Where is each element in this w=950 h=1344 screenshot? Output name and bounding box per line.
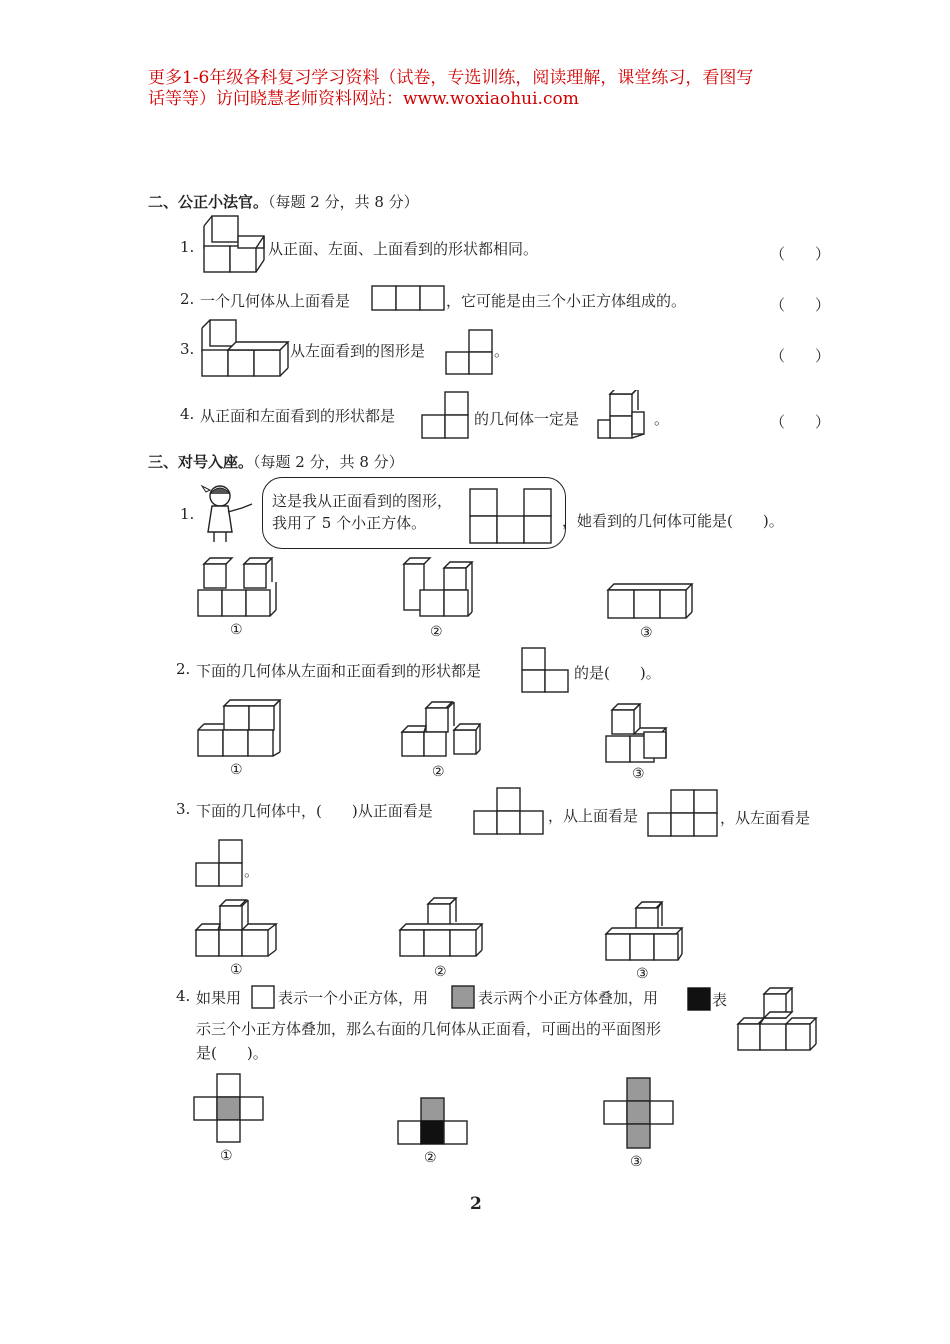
s2-q2-text-a: 一个几何体从上面看是: [200, 292, 351, 310]
s3-q3-option-1-figure[interactable]: [192, 898, 284, 960]
s3-q3-option-3-label[interactable]: ③: [636, 966, 649, 982]
s3-q4-text-d: 表: [712, 991, 728, 1009]
s2-q2-number: 2.: [180, 290, 195, 308]
s2-q4-number: 4.: [180, 405, 195, 423]
s3-q4-option-2-label[interactable]: ②: [424, 1150, 437, 1166]
s3-q4-option-3-label[interactable]: ③: [630, 1154, 643, 1170]
s3-q3-top-view-figure: [646, 788, 722, 838]
s3-q3-number: 3.: [176, 800, 191, 818]
s3-q3-text-a: 下面的几何体中，( )从正面看是: [196, 802, 433, 820]
s2-q2-answer-blank[interactable]: （ ）: [770, 296, 831, 314]
s3-q4-legend-double-square: [450, 984, 476, 1010]
section-3-note: （每题 2 分，共 8 分）: [253, 453, 404, 471]
s3-q4-option-2-figure[interactable]: [396, 1096, 470, 1148]
s3-q1-girl-illustration: [198, 482, 260, 548]
s3-q3-option-3-figure[interactable]: [602, 900, 686, 962]
s3-q4-option-1-figure[interactable]: [192, 1072, 266, 1144]
s2-q2-text-b: ，它可能是由三个小正方体组成的。: [446, 292, 687, 310]
s2-q1-answer-blank[interactable]: （ ）: [770, 245, 831, 263]
s3-q1-option-1-label[interactable]: ①: [230, 622, 243, 638]
s3-q2-option-1-label[interactable]: ①: [230, 762, 243, 778]
section-3-title: 三、对号入座。: [148, 453, 254, 471]
s3-q1-number: 1.: [180, 505, 195, 523]
s3-q1-bubble-line-1: 这是我从正面看到的图形，: [272, 492, 453, 510]
s3-q4-legend-triple-square: [686, 986, 712, 1012]
s2-q3-number: 3.: [180, 340, 195, 358]
s3-q1-option-3-label[interactable]: ③: [640, 625, 653, 641]
s3-q2-option-3-figure[interactable]: [604, 702, 670, 766]
s3-q3-front-view-figure: [472, 786, 548, 836]
s3-q4-option-1-label[interactable]: ①: [220, 1148, 233, 1164]
s3-q3-text-b: ，从上面看是: [548, 807, 639, 825]
s2-q3-left-view-figure: [444, 328, 496, 376]
s3-q2-option-1-figure[interactable]: [194, 698, 286, 760]
s3-q4-text-b: 表示一个小正方体，用: [278, 989, 429, 1007]
page-number: 2: [470, 1194, 482, 1214]
s2-q1-number: 1.: [180, 238, 195, 256]
s2-q3-solid-figure: [198, 314, 292, 380]
s3-q4-line-2: 示三个小正方体叠加，那么右面的几何体从正面看，可画出的平面图形: [196, 1020, 662, 1038]
section-2-note: （每题 2 分，共 8 分）: [268, 193, 419, 211]
s2-q4-text-c: 。: [654, 410, 670, 428]
s3-q2-text-a: 下面的几何体从左面和正面看到的形状都是: [196, 662, 482, 680]
s3-q4-text-c: 表示两个小正方体叠加，用: [478, 989, 659, 1007]
s3-q3-option-1-label[interactable]: ①: [230, 962, 243, 978]
s3-q4-line-3: 是( )。: [196, 1044, 268, 1062]
s3-q2-view-figure: [520, 646, 572, 694]
s3-q3-text-c: ，从左面看是: [720, 809, 811, 827]
s3-q2-option-3-label[interactable]: ③: [632, 766, 645, 782]
s2-q4-text-a: 从正面和左面看到的形状都是: [200, 407, 396, 425]
s3-q1-text: ，她看到的几何体可能是( )。: [562, 512, 784, 530]
header-line-1: 更多1-6年级各科复习学习资料（试卷，专选训练，阅读理解，课堂练习，看图写: [148, 68, 754, 88]
s3-q4-number: 4.: [176, 987, 191, 1005]
section-2-title: 二、公正小法官。: [148, 193, 269, 211]
s2-q4-answer-blank[interactable]: （ ）: [770, 413, 831, 431]
s2-q4-solid-figure: [594, 390, 656, 444]
s2-q4-text-b: 的几何体一定是: [474, 410, 580, 428]
s3-q3-left-view-figure: [194, 838, 246, 888]
s3-q4-legend-single-square: [250, 984, 276, 1010]
s3-q3-text-d: 。: [244, 862, 260, 880]
s3-q1-option-1-figure[interactable]: [196, 556, 280, 620]
s3-q1-option-2-figure[interactable]: [400, 556, 482, 620]
s2-q3-text-a: 从左面看到的图形是: [290, 342, 426, 360]
s3-q1-bubble-line-2: 我用了 5 个小正方体。: [272, 514, 427, 532]
s3-q2-number: 2.: [176, 660, 191, 678]
s2-q1-text: 从正面、左面、上面看到的形状都相同。: [268, 240, 539, 258]
section-3-heading: [148, 451, 404, 472]
s3-q4-text-a: 如果用: [196, 989, 242, 1007]
s2-q4-view-figure: [420, 390, 472, 440]
s2-q3-text-b: 。: [494, 342, 510, 360]
section-2-heading: [148, 191, 419, 212]
s3-q1-option-3-figure[interactable]: [604, 580, 696, 624]
s3-q2-text-b: 的是( )。: [574, 664, 661, 682]
header-line-2: 话等等）访问晓慧老师资料网站：www.woxiaohui.com: [148, 89, 579, 109]
s3-q4-solid-figure: [734, 984, 820, 1054]
s3-q1-option-2-label[interactable]: ②: [430, 624, 443, 640]
s3-q2-option-2-label[interactable]: ②: [432, 764, 445, 780]
s2-q1-solid-figure: [200, 212, 270, 274]
s3-q3-option-2-figure[interactable]: [396, 896, 488, 960]
s3-q4-option-3-figure[interactable]: [602, 1076, 676, 1152]
s2-q3-answer-blank[interactable]: （ ）: [770, 347, 831, 365]
s2-q2-top-view-figure: [370, 284, 446, 312]
s3-q3-option-2-label[interactable]: ②: [434, 964, 447, 980]
s3-q2-option-2-figure[interactable]: [398, 700, 484, 762]
s3-q1-front-view-figure: [468, 487, 556, 545]
